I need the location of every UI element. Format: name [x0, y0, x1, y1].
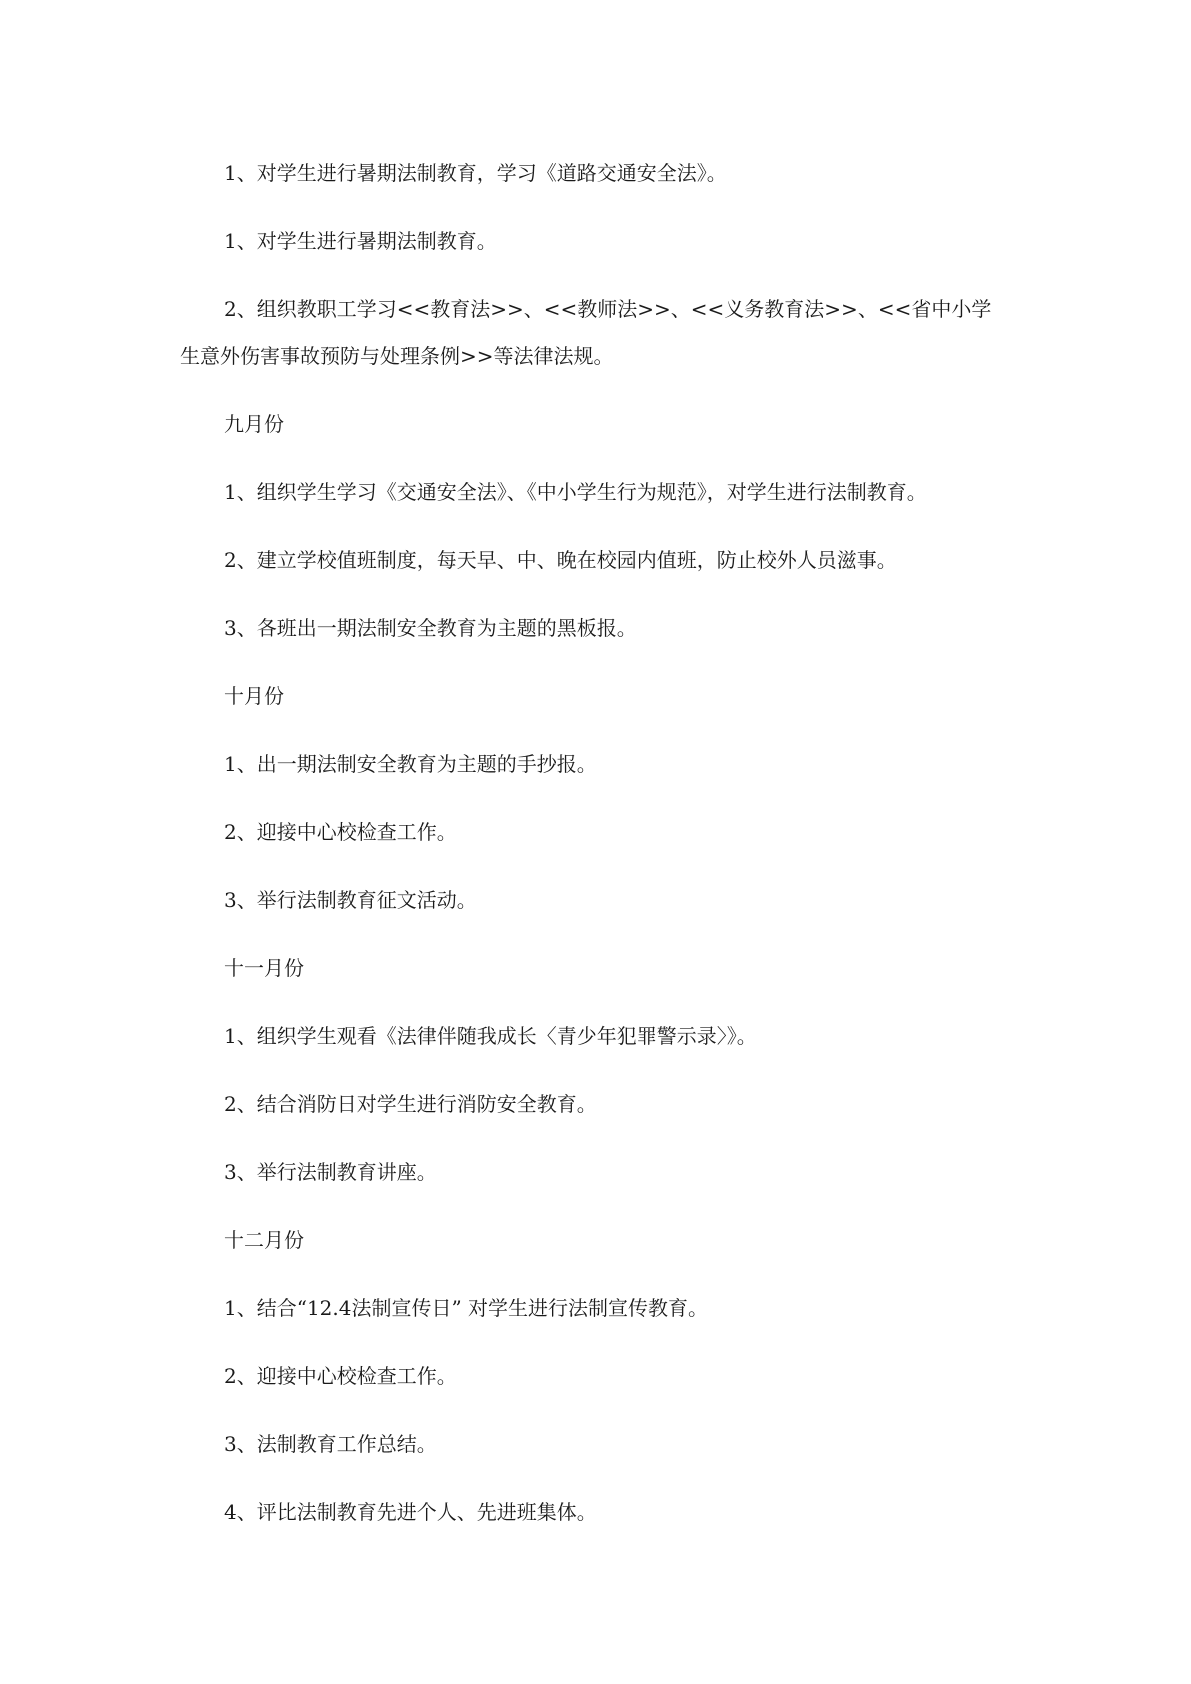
paragraph-december-item-2: 2、迎接中心校检查工作。	[224, 1364, 457, 1388]
heading-december: 十二月份	[224, 1228, 304, 1252]
paragraph-december-item-3: 3、法制教育工作总结。	[224, 1432, 437, 1456]
paragraph-october-item-2: 2、迎接中心校检查工作。	[224, 820, 457, 844]
heading-september: 九月份	[224, 412, 284, 436]
paragraph-october-item-1: 1、出一期法制安全教育为主题的手抄报。	[224, 752, 597, 776]
paragraph-october-item-3: 3、举行法制教育征文活动。	[224, 888, 477, 912]
paragraph-summer-item-2: 2、组织教职工学习<<教育法>>、<<教师法>>、<<义务教育法>>、<<省中小学生意外伤害事故预防与处理条例>>等法律法规。	[180, 297, 992, 368]
paragraph-september-item-2: 2、建立学校值班制度，每天早、中、晚在校园内值班，防止校外人员滋事。	[224, 548, 897, 572]
paragraph-summer-item-1b: 1、对学生进行暑期法制教育。	[224, 229, 497, 253]
paragraph-november-item-3: 3、举行法制教育讲座。	[224, 1160, 437, 1184]
heading-november: 十一月份	[224, 956, 304, 980]
paragraph-summer-item-1a: 1、对学生进行暑期法制教育，学习《道路交通安全法》。	[224, 161, 727, 185]
heading-october: 十月份	[224, 684, 284, 708]
document-page	[180, 150, 1010, 1557]
paragraph-december-item-4: 4、评比法制教育先进个人、先进班集体。	[224, 1500, 597, 1524]
paragraph-september-item-1: 1、组织学生学习《交通安全法》、《中小学生行为规范》，对学生进行法制教育。	[224, 480, 927, 504]
paragraph-september-item-3: 3、各班出一期法制安全教育为主题的黑板报。	[224, 616, 637, 640]
paragraph-november-item-2: 2、结合消防日对学生进行消防安全教育。	[224, 1092, 597, 1116]
paragraph-november-item-1: 1、组织学生观看《法律伴随我成长〈青少年犯罪警示录〉》。	[224, 1024, 757, 1048]
paragraph-december-item-1: 1、结合“12.4法制宣传日” 对学生进行法制宣传教育。	[224, 1296, 709, 1320]
